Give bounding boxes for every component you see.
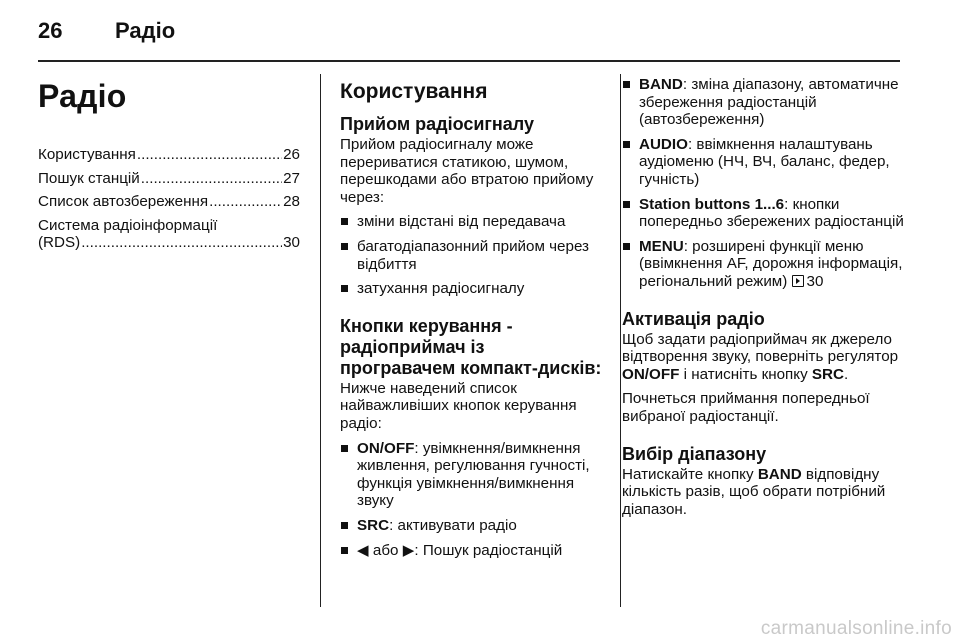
bullet-icon <box>341 547 348 554</box>
key-name: ON/OFF <box>622 365 680 383</box>
page-number: 26 <box>38 18 63 43</box>
page-header <box>0 0 960 62</box>
key-name: BAND <box>639 76 683 93</box>
toc-leader <box>137 146 282 164</box>
toc-column <box>38 74 300 258</box>
key-name: BAND <box>757 465 802 483</box>
key-name: MENU <box>639 237 684 255</box>
toc-leader <box>81 234 282 252</box>
key-name: Station buttons 1...6 <box>639 195 785 213</box>
list-item: багатодіапазонний прийом через відбиття <box>340 238 602 273</box>
page-reference-icon <box>792 275 804 287</box>
toc-entry[interactable] <box>38 193 300 211</box>
chapter-title: Радіо <box>38 78 127 114</box>
bullet-icon <box>623 81 630 88</box>
toc-leader <box>209 193 282 211</box>
list-item: BAND: зміна діапазону, автоматичне збереження радіостанцій (автозбереження) <box>622 76 912 129</box>
toc-entry-page: 27 <box>283 169 300 187</box>
bullet-icon <box>341 445 348 452</box>
toc-entry-page: 28 <box>283 193 300 211</box>
paragraph: Прийом радіосигналу може перериватися статикою, шумом, перешкодами або втратою прийому через: <box>340 136 594 206</box>
toc-leader <box>141 170 282 188</box>
bullet-icon <box>341 522 348 529</box>
column-divider <box>320 74 321 607</box>
column-divider <box>620 74 621 607</box>
list-item: затухання радіосигналу <box>340 280 602 298</box>
toc-entry-label: Список автозбереження <box>38 193 209 211</box>
running-title: Радіо <box>115 18 176 43</box>
bullet-icon <box>623 141 630 148</box>
paragraph: Нижче наведений список найважливіших кнопок керування радіо: <box>340 379 577 432</box>
section-heading: Користування <box>340 80 488 103</box>
bullet-icon <box>341 243 348 250</box>
subsection-heading: Активація радіо <box>622 308 765 329</box>
watermark-text: carmanualsonline.info <box>760 618 952 639</box>
toc-entry[interactable] <box>38 170 300 188</box>
paragraph: Почнеться приймання попередньої вибраної радіостанції. <box>622 390 870 425</box>
bullet-icon <box>341 285 348 292</box>
key-name: SRC <box>357 516 390 534</box>
bullet-list <box>340 213 602 297</box>
toc-entry-label: Система радіоінформації <box>38 216 218 234</box>
toc-entry[interactable] <box>38 217 300 252</box>
paragraph: Натискайте кнопку BAND відповідну кількість разів, щоб обрати потрібний діапазон. <box>622 465 886 518</box>
toc-entry-page: 26 <box>283 146 300 163</box>
list-item: MENU: розширені функції меню (ввімкнення AF, дорожня інформація, регіональний режим) 30 <box>622 238 912 291</box>
toc-entry-label: Пошук станцій <box>38 169 140 187</box>
list-item: зміни відстані від передавача <box>340 213 602 231</box>
subsection-heading: Кнопки керування - радіоприймач із програвачем компакт-дисків: <box>340 315 602 378</box>
list-item: Station buttons 1...6: кнопки попередньо збережених радіостанцій <box>622 196 912 231</box>
bullet-list <box>622 76 912 291</box>
list-item: ON/OFF: увімкнення/вимкнення живлення, регулювання гучності, функція увімкнення/вимкнення звуку <box>340 440 602 510</box>
toc-entry[interactable] <box>38 146 300 164</box>
page-reference[interactable]: 30 <box>806 272 824 290</box>
bullet-list <box>340 440 602 560</box>
list-item: SRC: активувати радіо <box>340 517 602 535</box>
content-column-right <box>622 74 912 525</box>
header-rule <box>38 60 900 62</box>
key-name: SRC <box>811 365 844 383</box>
bullet-icon <box>623 201 630 208</box>
paragraph: Щоб задати радіоприймач як джерело відтворення звуку, поверніть регулятор ON/OFF і натисніть кнопку SRC. <box>622 330 899 383</box>
subsection-heading: Прийом радіосигналу <box>340 114 534 134</box>
key-name: AUDIO <box>639 135 688 153</box>
bullet-icon <box>341 218 348 225</box>
list-item: ◀ або ▶: Пошук радіостанцій <box>340 542 602 560</box>
toc-entry-label-cont: (RDS) <box>38 234 81 252</box>
list-item: AUDIO: ввімкнення налаштувань аудіоменю (НЧ, ВЧ, баланс, федер, гучність) <box>622 136 912 189</box>
key-name: ON/OFF <box>357 439 415 457</box>
bullet-icon <box>623 243 630 250</box>
subsection-heading: Вибір діапазону <box>622 443 767 464</box>
toc-entry-page: 30 <box>283 234 300 252</box>
toc-entry-label: Користування <box>38 146 136 163</box>
content-column-middle <box>340 74 602 566</box>
